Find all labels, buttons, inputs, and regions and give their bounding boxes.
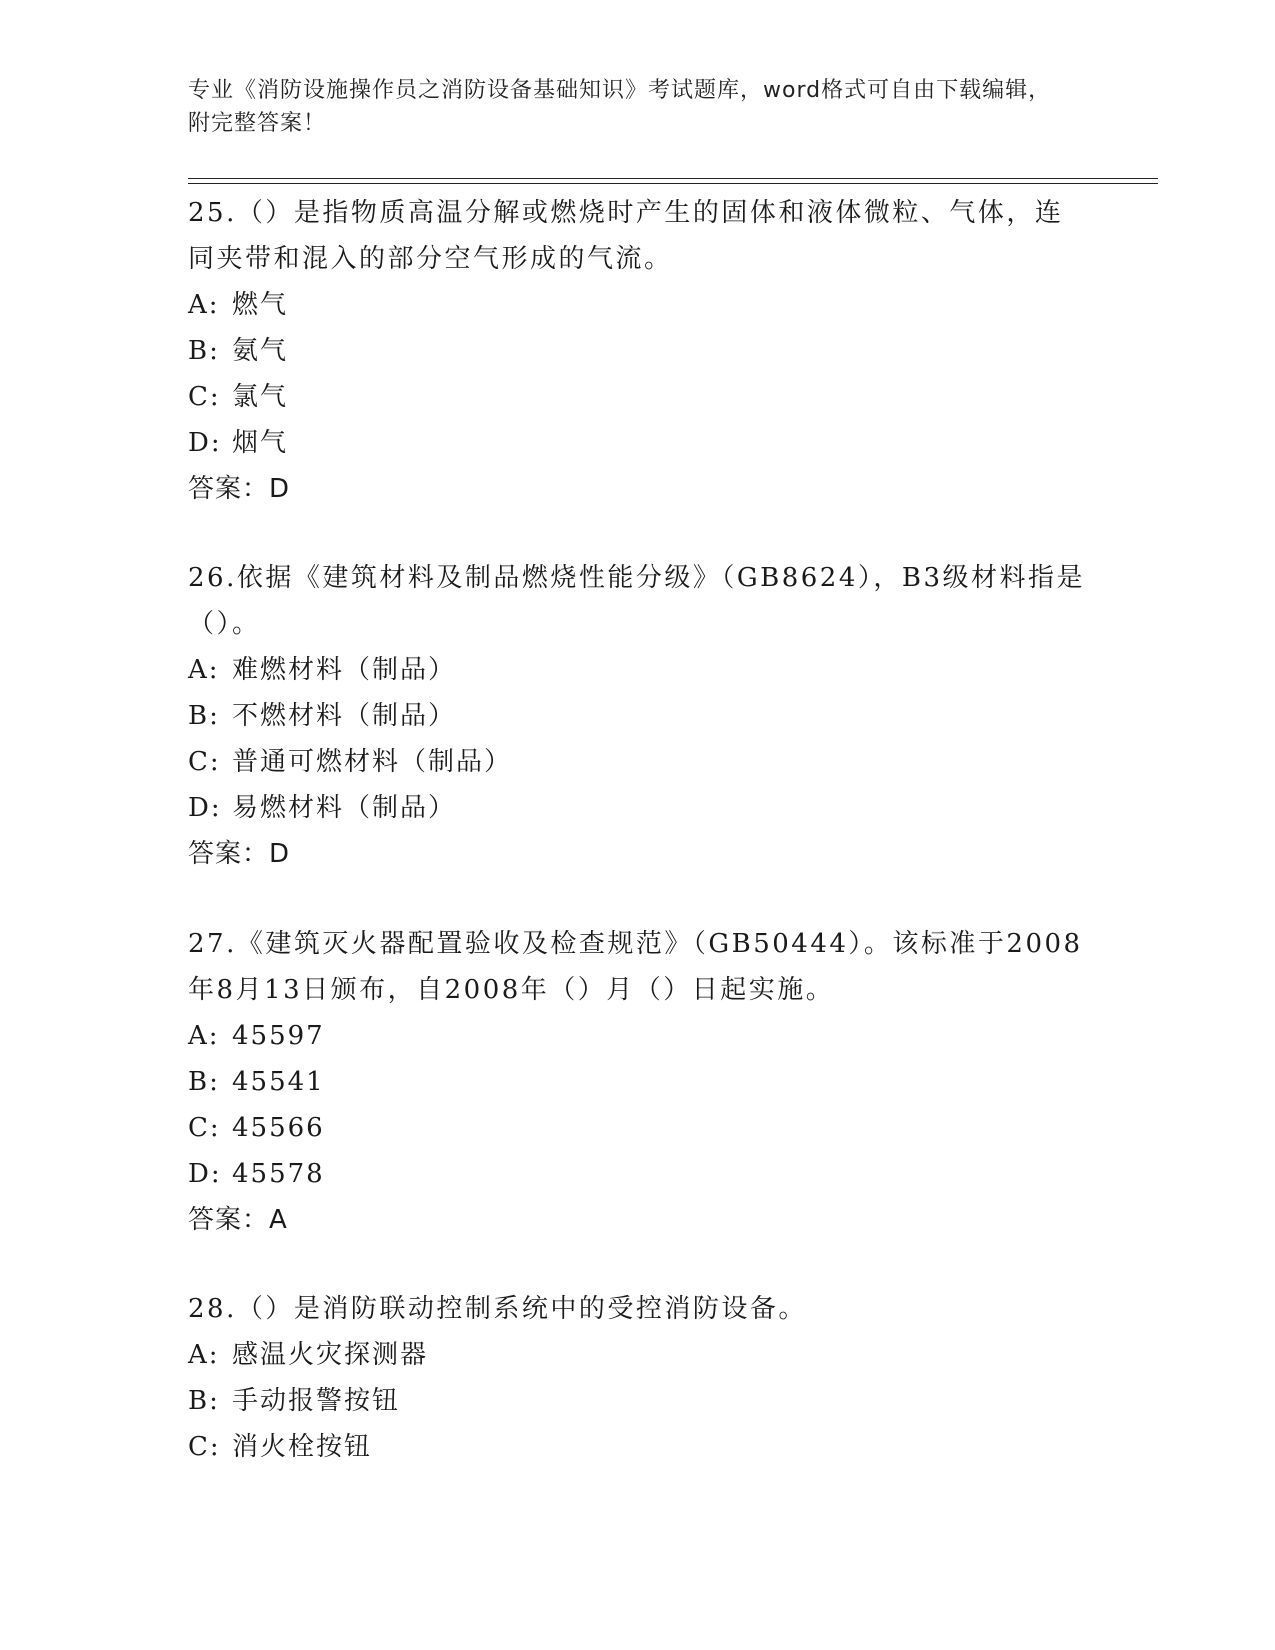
option-text: 手动报警按钮: [232, 1386, 401, 1416]
option-text: 45578: [232, 1159, 325, 1189]
option-label: D:: [188, 428, 222, 458]
question-27: [188, 921, 1088, 1243]
option-text: 氯气: [232, 382, 289, 412]
option-label: C:: [188, 382, 221, 412]
answer: 答案：D: [188, 839, 291, 869]
option-label: A:: [188, 290, 220, 320]
option-label: B:: [188, 336, 220, 366]
option-text: 45541: [232, 1067, 325, 1097]
option-text: 消火栓按钮: [232, 1432, 373, 1462]
option-a: [188, 647, 1088, 693]
option-text: 普通可燃材料（制品）: [232, 747, 513, 777]
option-text: 氨气: [232, 336, 289, 366]
option-c: [188, 374, 1088, 420]
option-text: 燃气: [232, 290, 289, 320]
question-28: [188, 1286, 1088, 1470]
question-stem: 26.依据《建筑材料及制品燃烧性能分级》（GB8624），B3级材料指是（）。: [188, 563, 1086, 639]
option-label: A:: [188, 1340, 220, 1370]
option-label: C:: [188, 1432, 221, 1462]
question-stem: 27.《建筑灭火器配置验收及检查规范》（GB50444）。该标准于2008年8月13日颁布，自2008年（）月（）日起实施。: [188, 929, 1083, 1005]
option-label: D:: [188, 793, 222, 823]
answer: 答案：A: [188, 1205, 288, 1235]
option-label: C:: [188, 747, 221, 777]
option-c: [188, 739, 1088, 785]
option-text: 45566: [232, 1113, 325, 1143]
option-c: [188, 1424, 1088, 1470]
question-25: [188, 190, 1088, 512]
option-label: B:: [188, 1386, 220, 1416]
document-header: 专业《消防设施操作员之消防设备基础知识》考试题库，word格式可自由下载编辑，附完整答案！: [188, 78, 1052, 136]
option-b: [188, 1378, 1088, 1424]
answer: 答案：D: [188, 474, 291, 504]
option-label: B:: [188, 701, 220, 731]
option-text: 感温火灾探测器: [232, 1340, 429, 1370]
header-divider-bottom: [188, 183, 1158, 184]
question-stem: 25.（）是指物质高温分解或燃烧时产生的固体和液体微粒、气体，连同夹带和混入的部分空气形成的气流。: [188, 198, 1064, 274]
option-label: C:: [188, 1113, 221, 1143]
option-text: 难燃材料（制品）: [232, 655, 457, 685]
option-a: [188, 282, 1088, 328]
option-label: B:: [188, 1067, 220, 1097]
option-text: 烟气: [232, 428, 289, 458]
option-text: 易燃材料（制品）: [232, 793, 457, 823]
option-d: [188, 785, 1088, 831]
option-d: [188, 420, 1088, 466]
option-text: 不燃材料（制品）: [232, 701, 457, 731]
option-b: [188, 1059, 1088, 1105]
option-d: [188, 1151, 1088, 1197]
option-label: A:: [188, 655, 220, 685]
option-b: [188, 693, 1088, 739]
option-label: D:: [188, 1159, 222, 1189]
question-26: [188, 555, 1088, 877]
option-c: [188, 1105, 1088, 1151]
option-b: [188, 328, 1088, 374]
option-a: [188, 1013, 1088, 1059]
header-divider-top: [188, 178, 1158, 179]
option-text: 45597: [232, 1021, 325, 1051]
option-a: [188, 1332, 1088, 1378]
option-label: A:: [188, 1021, 220, 1051]
question-stem: 28.（）是消防联动控制系统中的受控消防设备。: [188, 1294, 807, 1324]
